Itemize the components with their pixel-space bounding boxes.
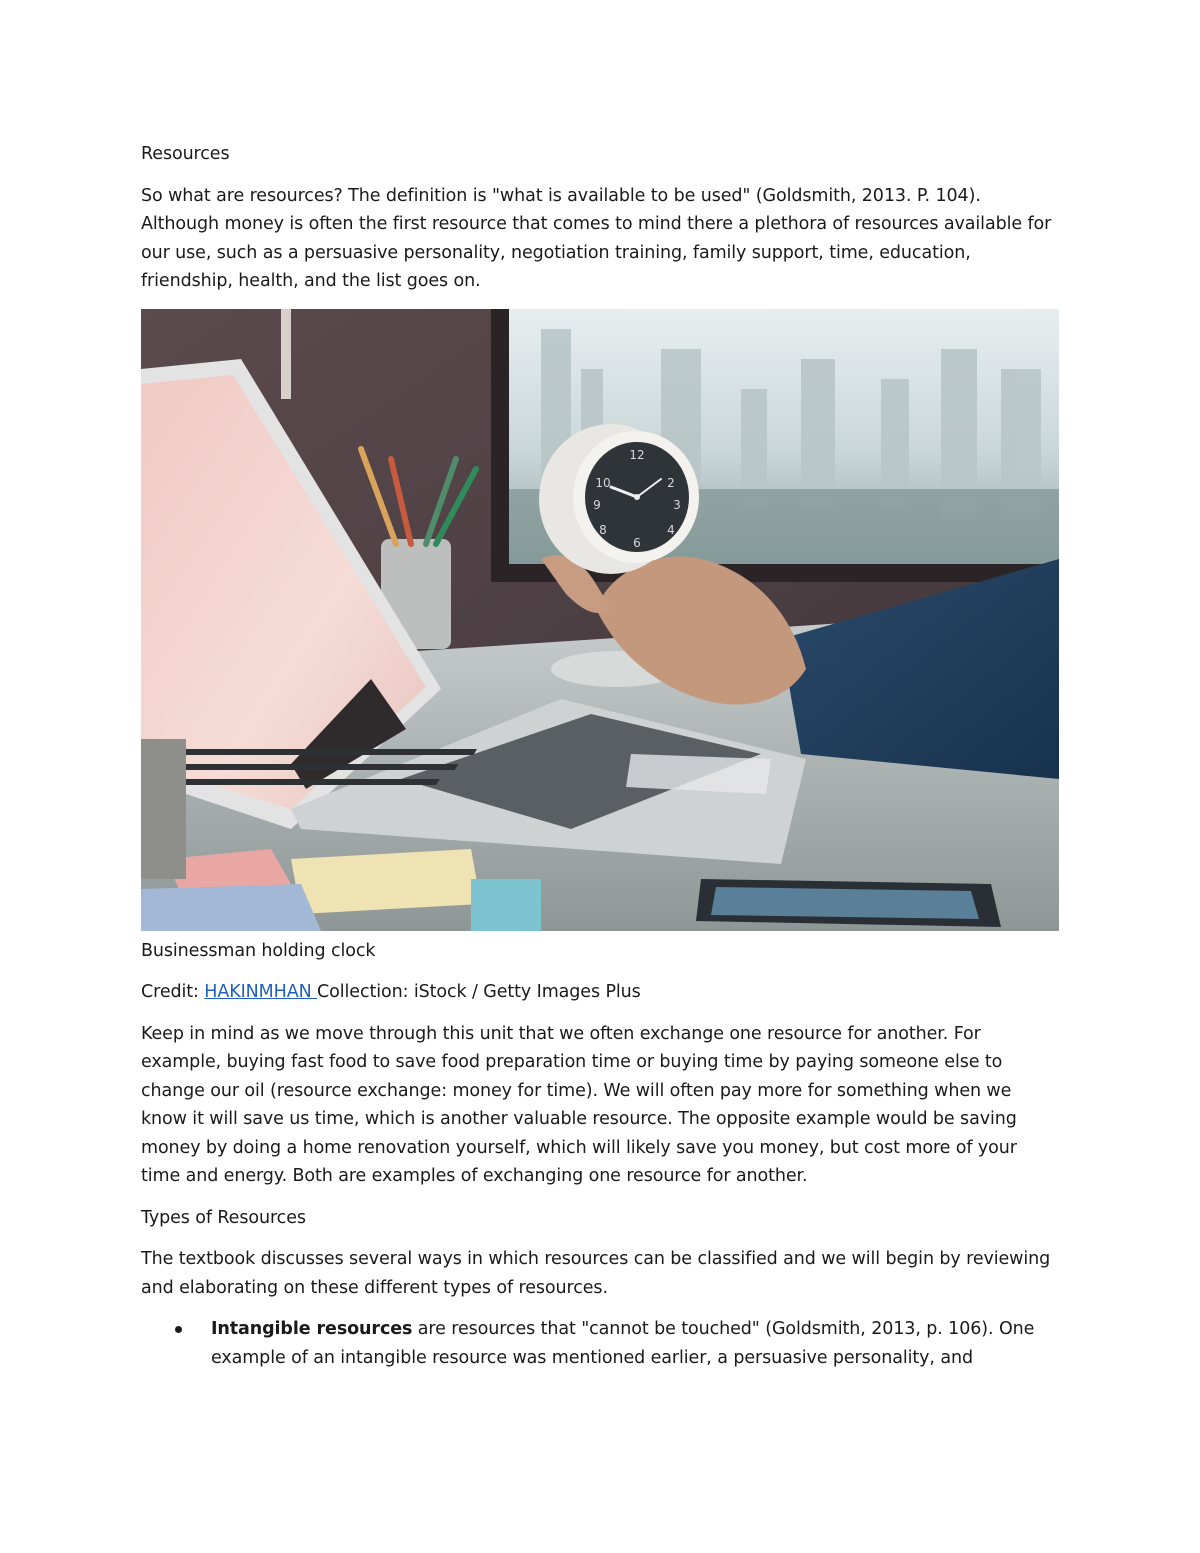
svg-text:4: 4 <box>667 522 675 537</box>
photographer-link[interactable]: HAKINMHAN <box>204 982 318 1002</box>
classification-paragraph: The textbook discusses several ways in which resources can be classified and we will begin by reviewing and elaborating on these different types of resources. <box>141 1249 1051 1298</box>
document-page <box>141 140 1061 1372</box>
list-item-term: Intangible resources <box>211 1319 413 1339</box>
resource-types-list <box>141 1315 1061 1372</box>
figure-caption: Businessman holding clock <box>141 940 376 961</box>
svg-text:8: 8 <box>599 522 607 537</box>
businessman-clock-photo <box>141 309 1059 931</box>
svg-text:12: 12 <box>629 447 645 462</box>
svg-text:10: 10 <box>595 475 611 490</box>
intro-paragraph: So what are resources? The definition is "what is available to be used" (Goldsmith, 2013. P. 104). Although money is often the first resource that comes to mind there a plethora of resources available for our use, such as a persuasive personality, negotiation training, family support, time, education, friendship, health, and the list goes on. <box>141 185 1052 291</box>
section-heading: Resources <box>141 144 230 164</box>
exchange-paragraph: Keep in mind as we move through this unit that we often exchange one resource for another. For example, buying fast food to save food preparation time or buying time by paying someone else to change our oil (resource exchange: money for time). We will often pay more for something when we know it will save us time, which is another valuable resource. The opposite example would be saving money by doing a home renovation yourself, which will likely save you money, but cost more of your time and energy. Both are examples of exchanging one resource for another. <box>141 1023 1017 1186</box>
bullet-icon <box>175 1326 182 1333</box>
list-item <box>141 1315 1061 1372</box>
credit-prefix: Credit: <box>141 982 205 1002</box>
svg-text:2: 2 <box>667 475 675 490</box>
svg-text:9: 9 <box>593 497 601 512</box>
svg-text:6: 6 <box>633 535 641 550</box>
list-item-text: are resources that "cannot be touched" (Goldsmith, 2013, p. 106). One example of an intangible resource was mentioned earlier, a persuasive personality, and <box>211 1319 1035 1368</box>
types-subheading: Types of Resources <box>141 1207 306 1228</box>
photo-illustration <box>141 309 1059 931</box>
credit-suffix: Collection: iStock / Getty Images Plus <box>317 982 641 1002</box>
figure-credit <box>141 978 1061 1007</box>
svg-text:3: 3 <box>673 497 681 512</box>
